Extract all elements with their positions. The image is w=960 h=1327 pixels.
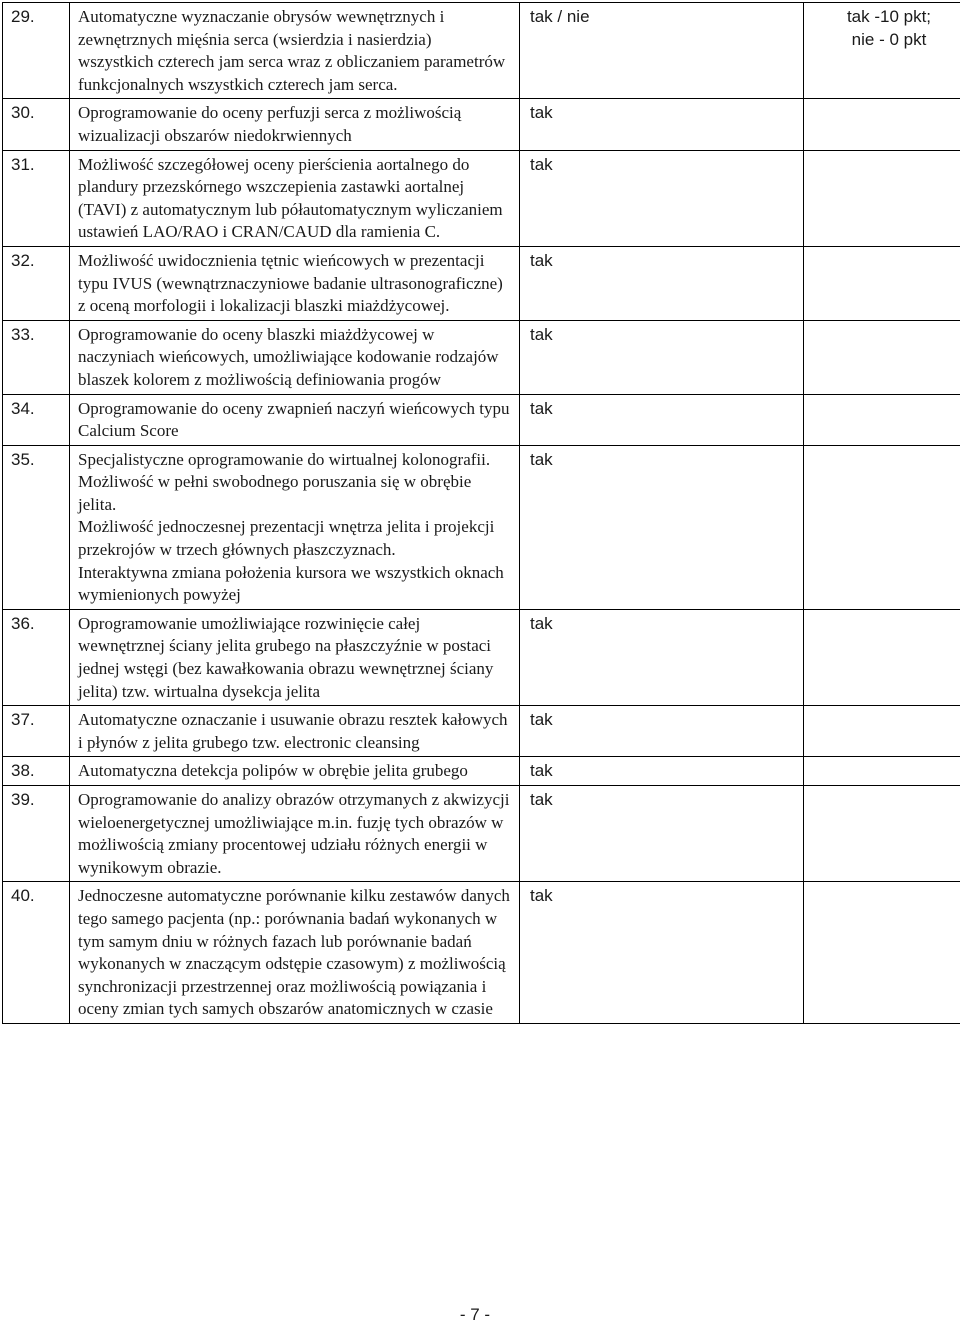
- scoring-cell: [804, 706, 960, 757]
- required-value: tak: [530, 398, 553, 418]
- requirement-description: Oprogramowanie do oceny perfuzji serca z możliwością wizualizacji obszarów niedokrwiennych: [78, 103, 462, 145]
- required-value-cell: [520, 150, 804, 246]
- requirement-description-cell: [70, 757, 520, 786]
- requirement-description: Automatyczne oznaczanie i usuwanie obrazu resztek kałowych i płynów z jelita grubego tzw. electronic cleansing: [78, 710, 508, 752]
- scoring-cell: [804, 445, 960, 609]
- table-row: [3, 3, 960, 99]
- requirement-description: Automatyczna detekcja polipów w obrębie jelita grubego: [78, 761, 468, 781]
- requirement-description: Jednoczesne automatyczne porównanie kilku zestawów danych tego samego pacjenta (np.: porównania badań wykonanych w tym samym dniu w różnych fazach lub porównanie badań wykonanych w znaczącym odstępie czasowym) z możliwością synchronizacji przestrzennej oraz możliwością powiązania i oceny zmian tych samych obszarów anatomicznych w czasie: [78, 886, 510, 1019]
- row-number: 39.: [11, 790, 35, 809]
- required-value: tak: [530, 449, 553, 469]
- table-row: [3, 320, 960, 394]
- row-number: 37.: [11, 710, 35, 730]
- requirements-table: [2, 2, 960, 1024]
- requirement-description: Możliwość szczegółowej oceny pierścienia aortalnego do plandury przezskórnego wszczepienia zastawki aortalnej (TAVI) z automatycznym lub półautomatycznym wyliczaniem ustawień LAO/RAO i CRAN/CAUD dla ramienia C.: [78, 154, 503, 242]
- requirements-table-body: [3, 3, 960, 1024]
- table-row: [3, 882, 960, 1024]
- requirement-description-cell: [70, 3, 520, 99]
- row-number-cell: [3, 757, 70, 786]
- table-row: [3, 757, 960, 786]
- requirement-description: Oprogramowanie do oceny zwapnień naczyń wieńcowych typu Calcium Score: [78, 398, 510, 441]
- table-row: [3, 99, 960, 150]
- requirement-description-cell: [70, 706, 520, 757]
- row-number-cell: [3, 882, 70, 1024]
- row-number-cell: [3, 706, 70, 757]
- row-number: 35.: [11, 449, 35, 469]
- row-number-cell: [3, 394, 70, 445]
- required-value-cell: [520, 246, 804, 320]
- row-number: 36.: [11, 613, 35, 633]
- scoring-cell: [804, 786, 960, 882]
- scoring-rule: nie - 0 pkt: [851, 29, 927, 49]
- scoring-cell: [804, 99, 960, 150]
- scoring-cell: [804, 320, 960, 394]
- row-number-cell: [3, 3, 70, 99]
- required-value: tak: [530, 613, 553, 633]
- required-value: tak: [530, 154, 553, 174]
- scoring-cell: [804, 882, 960, 1024]
- required-value-cell: [520, 320, 804, 394]
- scoring-cell: [804, 246, 960, 320]
- table-row: [3, 394, 960, 445]
- requirement-description: Oprogramowanie umożliwiające rozwinięcie całej wewnętrznej ściany jelita grubego na płaszczyźnie w postaci jednej wstęgi (bez kawałkowania obrazu wewnętrznej ściany jelita) tzw. wirtualna dysekcja jelita: [78, 613, 494, 701]
- required-value: tak: [530, 886, 553, 906]
- required-value: tak / nie: [530, 7, 590, 26]
- required-value-cell: [520, 882, 804, 1024]
- required-value-cell: [520, 786, 804, 882]
- row-number-cell: [3, 320, 70, 394]
- row-number: 38.: [11, 761, 35, 781]
- required-value: tak: [530, 790, 553, 809]
- requirement-description-cell: [70, 150, 520, 246]
- requirement-description-cell: [70, 246, 520, 320]
- row-number: 40.: [11, 886, 35, 906]
- required-value-cell: [520, 757, 804, 786]
- table-row: [3, 445, 960, 609]
- table-row: [3, 150, 960, 246]
- row-number-cell: [3, 609, 70, 705]
- table-row: [3, 609, 960, 705]
- required-value-cell: [520, 394, 804, 445]
- table-row: [3, 786, 960, 882]
- requirement-description-cell: [70, 99, 520, 150]
- scoring-rule: tak -10 pkt;: [846, 7, 932, 26]
- requirement-description-cell: [70, 320, 520, 394]
- requirement-description: Możliwość uwidocznienia tętnic wieńcowych w prezentacji typu IVUS (wewnątrznaczyniowe badanie ultrasonograficzne) z oceną morfologii i lokalizacji blaszki miażdżycowej.: [78, 250, 503, 316]
- row-number: 34.: [11, 398, 35, 418]
- required-value-cell: [520, 706, 804, 757]
- required-value-cell: [520, 99, 804, 150]
- row-number-cell: [3, 445, 70, 609]
- required-value: tak: [530, 250, 553, 270]
- row-number-cell: [3, 150, 70, 246]
- requirement-description-cell: [70, 786, 520, 882]
- scoring-cell: [804, 150, 960, 246]
- requirement-description: Interaktywna zmiana położenia kursora we wszystkich oknach wymienionych powyżej: [78, 562, 504, 605]
- required-value: tak: [530, 324, 553, 344]
- requirement-description-cell: [70, 394, 520, 445]
- table-row: [3, 246, 960, 320]
- row-number-cell: [3, 99, 70, 150]
- row-number: 30.: [11, 103, 35, 123]
- row-number-cell: [3, 786, 70, 882]
- table-row: [3, 706, 960, 757]
- requirement-description-cell: [70, 609, 520, 705]
- required-value-cell: [520, 445, 804, 609]
- row-number: 31.: [11, 154, 35, 174]
- scoring-cell: [804, 394, 960, 445]
- requirement-description: Automatyczne wyznaczanie obrysów wewnętrznych i zewnętrznych mięśnia serca (wsierdzia i nasierdzia) wszystkich czterech jam serca wraz z obliczaniem parametrów funkcjonalnych wszystkich czterech jam serca.: [78, 7, 506, 94]
- row-number-cell: [3, 246, 70, 320]
- row-number: 29.: [11, 7, 35, 26]
- row-number: 32.: [11, 250, 35, 270]
- requirement-description: Możliwość jednoczesnej prezentacji wnętrza jelita i projekcji przekrojów w trzech głównych płaszczyznach.: [78, 517, 495, 560]
- scoring-cell: [804, 757, 960, 786]
- requirement-description-cell: [70, 882, 520, 1024]
- required-value: tak: [530, 710, 553, 730]
- required-value-cell: [520, 609, 804, 705]
- page-number: - 7 -: [459, 1305, 491, 1324]
- requirement-description: Specjalistyczne oprogramowanie do wirtualnej kolonografii. Możliwość w pełni swobodnego poruszania się w obrębie jelita.: [78, 449, 491, 514]
- required-value-cell: [520, 3, 804, 99]
- requirement-description-cell: [70, 445, 520, 609]
- scoring-cell: [804, 609, 960, 705]
- row-number: 33.: [11, 324, 35, 344]
- scoring-cell: [804, 3, 960, 99]
- requirement-description: Oprogramowanie do analizy obrazów otrzymanych z akwizycji wieloenergetycznej umożliwiające m.in. fuzję tych obrazów w możliwością zmiany procentowej udziału różnych energii w wynikowym obrazie.: [78, 790, 510, 877]
- requirement-description: Oprogramowanie do oceny blaszki miażdżycowej w naczyniach wieńcowych, umożliwiające kodowanie rodzajów blaszek kolorem z możliwością definiowania progów: [78, 324, 499, 389]
- required-value: tak: [530, 103, 553, 123]
- required-value: tak: [530, 761, 553, 781]
